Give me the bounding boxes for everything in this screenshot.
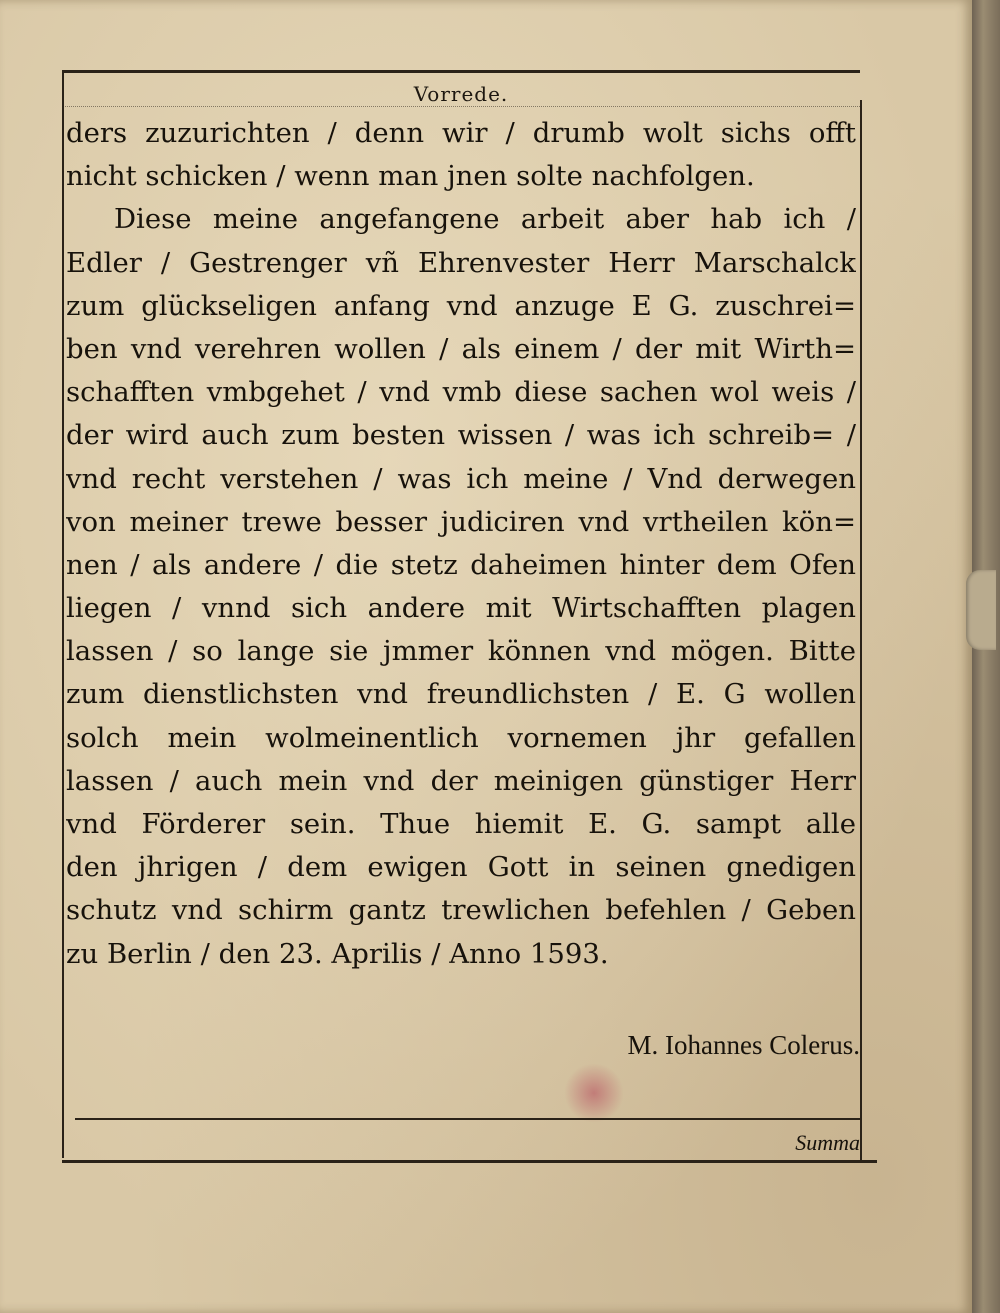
text-line: zu Berlin / den 23. Aprilis / Anno 1593. (66, 937, 609, 970)
body-text (66, 112, 856, 976)
text-line: vnd Förderer sein. Thue hiemit E. G. sampt alle (66, 808, 856, 840)
text-line: der wird auch zum besten wissen / was ich schreib= / (66, 419, 856, 452)
frame-right-rule (860, 100, 862, 1160)
running-header: Vorrede. (413, 82, 509, 106)
text-line: lassen / so lange sie jmmer können vnd mögen. Bitte (66, 635, 856, 668)
text-line: nicht schicken / wenn man jnen solte nachfolgen. (66, 160, 755, 193)
header-rule (62, 106, 860, 107)
text-line: nen / als andere / die stetz daheimen hinter dem Ofen (66, 548, 856, 581)
text-line: zum dienstlichsten vnd freundlichsten / E. G wollen (66, 678, 856, 711)
frame-top-rule (62, 70, 860, 73)
text-line: schafften vmbgehet / vnd vmb diese sachen wol weis / (66, 376, 856, 409)
text-line: von meiner trewe besser judiciren vnd vrtheilen kön= (66, 505, 856, 538)
text-line: den jhrigen / dem ewigen Gott in seinen gnedigen (66, 851, 856, 884)
text-line: Edler / Gestrenger vñ Ehrenvester Herr Marschalck (66, 246, 856, 279)
frame-bottom-rule (62, 1160, 877, 1163)
text-line: lassen / auch mein vnd der meinigen günstiger Herr (66, 764, 856, 797)
text-line: Diese meine angefangene arbeit aber hab ich / (114, 203, 856, 236)
page-tab (966, 570, 996, 650)
ink-stain (565, 1062, 623, 1124)
text-line: solch mein wolmeinentlich vornemen jhr gefallen (66, 721, 856, 754)
frame-left-rule (62, 70, 64, 1158)
text-line: ders zuzurichten / denn wir / drumb wolt sichs offt (66, 117, 856, 149)
text-line: liegen / vnnd sich andere mit Wirtschafften plagen (66, 592, 856, 625)
text-line: zum glückseligen anfang vnd anzuge E G. zuschrei= (66, 289, 856, 322)
text-line: schutz vnd schirm gantz trewlichen befehlen / Geben (66, 894, 856, 927)
text-line: vnd recht verstehen / was ich meine / Vnd derwegen (66, 462, 856, 495)
book-edge (972, 0, 1000, 1313)
footer-rule (75, 1118, 860, 1120)
signature: M. Iohannes Colerus. (627, 1030, 860, 1060)
text-line: ben vnd verehren wollen / als einem / der mit Wirth= (66, 332, 856, 365)
catchword: Summa (795, 1130, 860, 1155)
